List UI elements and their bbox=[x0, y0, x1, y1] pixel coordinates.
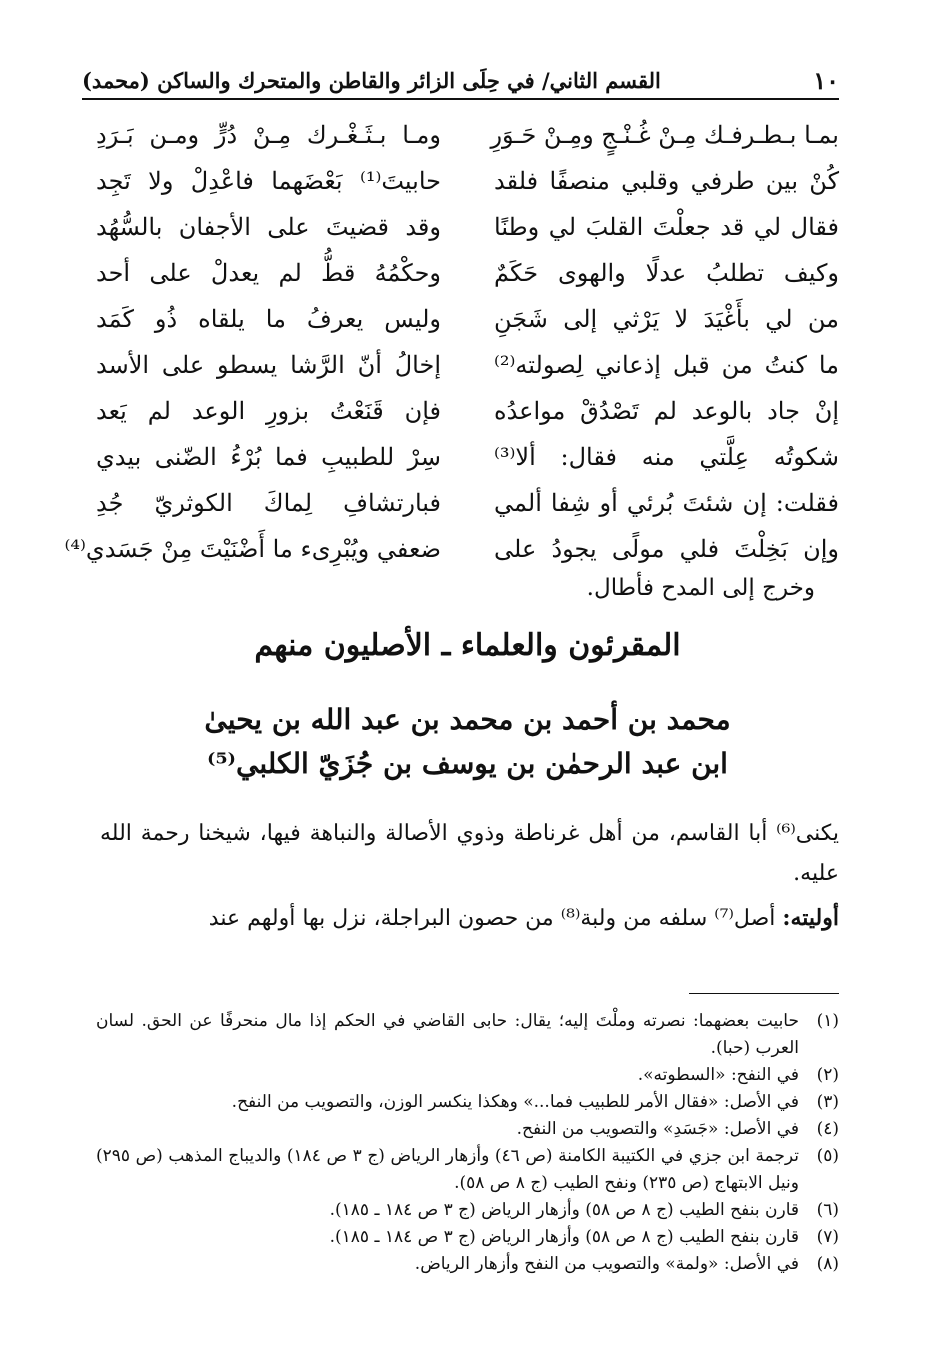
page-number: ١٠ bbox=[813, 65, 839, 95]
footnote bbox=[96, 1143, 839, 1197]
poem bbox=[64, 112, 839, 572]
verse-hemistich: فإن قَنَعْتُ بزورِ الوعد لم يَعد bbox=[96, 397, 441, 425]
poem-right-column bbox=[490, 112, 839, 572]
verse-hemistich: وليس يعرفُ ما يلقاه ذُو كَمَد bbox=[96, 305, 441, 333]
verse-hemistich: فقال لي قد جعلْتَ القلبَ لي وطنًا bbox=[494, 213, 839, 241]
footnote-number: (٥) bbox=[816, 1146, 839, 1166]
biography-heading bbox=[96, 698, 839, 786]
section-heading: المقرئون والعلماء ـ الأصليون منهم bbox=[254, 628, 681, 663]
verse-hemistich: وحكْمُهُ قطُّ لم يعدلْ على أحد bbox=[96, 259, 441, 287]
footnote-number: (٦) bbox=[816, 1200, 839, 1220]
footnote-text: في الأصل: «ولمة» والتصويب من النفح وأزهار الرياض. bbox=[414, 1254, 799, 1274]
footnote bbox=[96, 1062, 839, 1089]
lineage-text: أصل⁽⁷⁾ سلفه من ولبة⁽⁸⁾ من حصون البراجلة، نزل بها أولهم عند bbox=[208, 906, 783, 931]
page-header bbox=[82, 62, 839, 100]
footnote bbox=[96, 1197, 839, 1224]
verse-hemistich: سِرْ للطبيبِ فما بُرْءُ الضّنى بيدي bbox=[96, 443, 441, 471]
verse-hemistich: وإن بَخِلْتَ فلي مولًى يجودُ على bbox=[494, 535, 839, 563]
footnote bbox=[96, 1224, 839, 1251]
verse-hemistich: ومـا بـثَـغْـرك مِـنْ دُرٍّ ومـن بَـرَدِ bbox=[96, 121, 441, 149]
verse-hemistich: إنْ جاد بالوعد لم تَصْدُقْ مواعدُه bbox=[494, 397, 839, 425]
footnote-text: ترجمة ابن جزي في الكتيبة الكامنة (ص ٤٦) وأزهار الرياض (ج ٣ ص ١٨٤) والديباج المذهب (ص ٢٩٥) ونيل الابتهاج (ص ٢٣٥) ونفح الطيب (ج ٨ ص ٥٨). bbox=[96, 1146, 800, 1193]
poem-left-column bbox=[64, 112, 441, 572]
footnote-separator bbox=[689, 993, 839, 994]
verse-hemistich: حابيتَ⁽¹⁾ بَعْضَهما فاعْدِلْ ولا تَجِد bbox=[96, 167, 441, 195]
footnote-number: (٣) bbox=[816, 1092, 839, 1112]
verse-hemistich: وكيف تطلبُ عدلًا والهوى حَكَمٌ bbox=[494, 259, 839, 287]
verse-hemistich: من لي بأَغْيَدَ لا يَرْثي إلى شَجَنِ bbox=[494, 305, 839, 333]
footnote-number: (٤) bbox=[816, 1119, 839, 1139]
verse-hemistich: إخالُ أنّ الرَّشا يسطو على الأسد bbox=[96, 351, 441, 379]
verse-hemistich: بمـا بـطـرفـك مِـنْ غُـنْـجٍ ومِـنْ حَـوَرِ bbox=[490, 121, 839, 149]
lineage-paragraph bbox=[100, 898, 839, 939]
biography-heading-line1: محمد بن أحمد بن محمد بن عبد الله بن يحيىٰ bbox=[204, 703, 731, 736]
verse-hemistich: فبارتشافِ لِماكَ الكوثريّ جُدِ bbox=[96, 489, 441, 517]
lineage-label: أوليته: bbox=[782, 905, 839, 931]
footnote bbox=[96, 1116, 839, 1143]
verse-hemistich: شكوتُه عِلَّتي منه فقال: ألا⁽³⁾ bbox=[494, 443, 839, 471]
footnote-text: قارن بنفح الطيب (ج ٨ ص ٥٨) وأزهار الرياض (ج ٣ ص ١٨٤ ـ ١٨٥). bbox=[329, 1200, 799, 1220]
footnote-text: في الأصل: «جَسَدِ» والتصويب من النفح. bbox=[516, 1119, 799, 1139]
footnotes bbox=[96, 1008, 839, 1278]
footnote-number: (٢) bbox=[816, 1065, 839, 1085]
footnote bbox=[96, 1251, 839, 1278]
biography-heading-line2: ابن عبد الرحمٰن بن يوسف بن جُزَيّ الكلبي⁽⁵⁾ bbox=[207, 747, 728, 780]
footnote-text: في النفح: «السطوته». bbox=[637, 1065, 799, 1085]
footnote-number: (١) bbox=[816, 1011, 839, 1031]
running-title: القسم الثاني/ في حِلَى الزائر والقاطن والمتحرك والساكن (محمد) bbox=[82, 67, 661, 93]
footnote-text: قارن بنفح الطيب (ج ٨ ص ٥٨) وأزهار الرياض (ج ٣ ص ١٨٤ ـ ١٨٥). bbox=[329, 1227, 799, 1247]
footnote-number: (٧) bbox=[816, 1227, 839, 1247]
verse-hemistich: فقلت: إن شئتَ بُرئي أو شِفا ألمي bbox=[494, 489, 839, 517]
footnote bbox=[96, 1089, 839, 1116]
footnote-text: حابيت بعضهما: نصرته وملْتَ إليه؛ يقال: حابى القاضي في الحكم إذا مال منحرفًا عن الحق. لسان العرب (حبا). bbox=[96, 1011, 799, 1058]
footnote-number: (٨) bbox=[816, 1254, 839, 1274]
biography-paragraph: يكنى⁽⁶⁾ أبا القاسم، من أهل غرناطة وذوي الأصالة والنباهة فيها، شيخنا رحمة الله عليه. bbox=[100, 821, 839, 886]
poem-closing-line: وخرج إلى المدح فأطال. bbox=[586, 575, 815, 601]
verse-hemistich: كُنْ بين طرفي وقلبي منصفًا فلقد bbox=[494, 167, 839, 195]
verse-hemistich: وقد قضيتَ على الأجفان بالسُّهُد bbox=[96, 213, 441, 241]
verse-hemistich: ضعفي ويُبْرِىء ما أَضْنَيْتَ مِنْ جَسَدي⁽⁴⁾ bbox=[64, 535, 441, 563]
footnote bbox=[96, 1008, 839, 1062]
verse-hemistich: ما كنتُ من قبل إذعاني لِصولته⁽²⁾ bbox=[494, 351, 839, 379]
footnote-text: في الأصل: «فقال الأمر للطبيب فما...» وهكذا ينكسر الوزن، والتصويب من النفح. bbox=[231, 1092, 799, 1112]
